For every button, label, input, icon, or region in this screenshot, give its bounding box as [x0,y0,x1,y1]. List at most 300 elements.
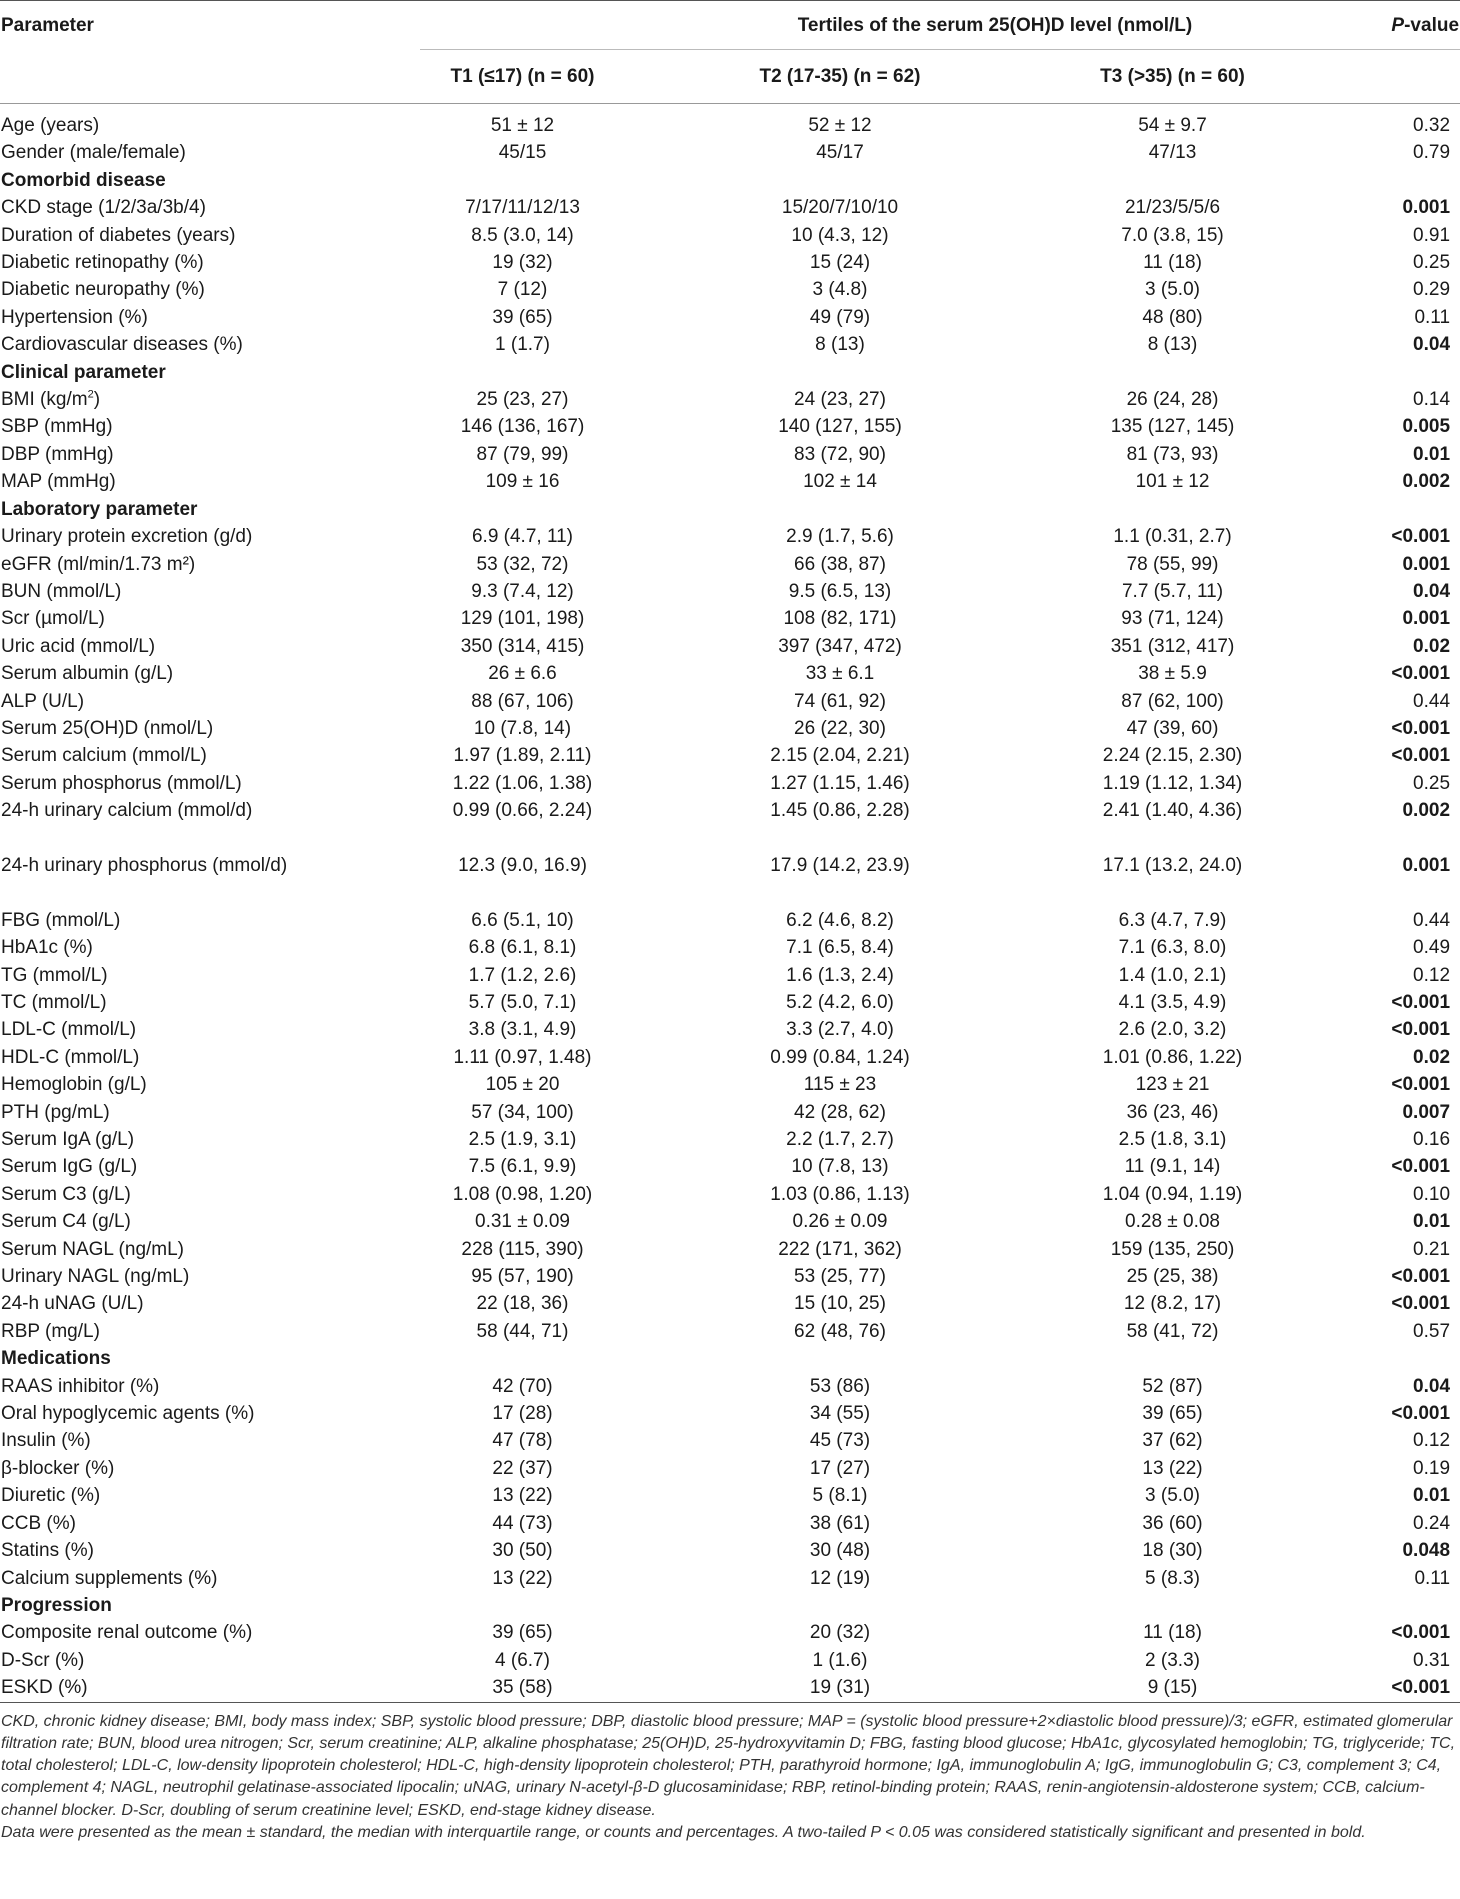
cell-t1: 6.9 (4.7, 11) [471,526,574,548]
cell-t3: 36 (23, 46) [1126,1101,1219,1123]
table-row [0,1427,1460,1454]
cell-pvalue: <0.001 [1391,1622,1451,1644]
cell-pvalue: 0.21 [1413,1238,1451,1260]
cell-t2: 30 (48) [809,1540,871,1562]
cell-t1: 129 (101, 198) [460,608,585,630]
table-row [0,1318,1460,1345]
cell-t2: 53 (86) [809,1375,871,1397]
cell-t1: 7 (12) [497,279,548,301]
cell-t2: 33 ± 6.1 [805,663,875,685]
cell-pvalue: <0.001 [1391,745,1451,767]
row-label: RBP (mg/L) [1,1320,100,1342]
group-header-text: Tertiles of the serum 25(OH)D level (nmol/L) [420,1,1460,50]
cell-t3: 1.1 (0.31, 2.7) [1113,526,1232,548]
spacer-cell [380,104,665,113]
empty-cell [1015,1345,1330,1372]
row-label: Calcium supplements (%) [1,1567,218,1589]
cell-t1: 19 (32) [492,252,553,274]
parameter-header: Parameter [0,1,380,51]
table-row [0,112,1460,139]
spacer-row [0,104,1460,113]
cell-t3: 7.0 (3.8, 15) [1121,224,1224,246]
row-label: Hypertension (%) [1,306,148,328]
table-row [0,1373,1460,1400]
empty-cell [380,167,665,194]
pvalue-header-suffix: -value [1404,15,1460,36]
table-row [0,742,1460,769]
cell-t2: 20 (32) [809,1622,871,1644]
cell-t3: 58 (41, 72) [1126,1320,1219,1342]
row-label: Insulin (%) [1,1430,91,1452]
table-row [0,907,1460,934]
cell-t3: 101 ± 12 [1135,471,1210,493]
cell-t3: 21/23/5/5/6 [1124,197,1221,219]
empty-cell [665,1592,1015,1619]
cell-t1: 2.5 (1.9, 3.1) [468,1129,577,1150]
cell-pvalue: 0.007 [1402,1101,1451,1123]
table-row [0,1071,1460,1098]
cell-t1: 146 (136, 167) [460,416,585,438]
cell-pvalue: 0.10 [1413,1183,1451,1205]
table-row [0,770,1460,797]
cell-pvalue: 0.001 [1402,608,1451,630]
row-label: Serum 25(OH)D (nmol/L) [1,717,214,739]
cell-t2: 45 (73) [809,1430,871,1452]
cell-t1: 0.99 (0.66, 2.24) [452,800,593,822]
cell-t1: 45/15 [498,142,547,164]
pvalue-header-italic: P [1391,15,1405,36]
cell-t1: 58 (44, 71) [476,1320,569,1342]
cell-t2: 108 (82, 171) [783,608,897,630]
cell-t2: 12 (19) [809,1567,871,1589]
cell-pvalue: 0.11 [1414,1567,1451,1589]
section-row [0,1592,1460,1619]
cell-pvalue: <0.001 [1391,1293,1451,1315]
table-row [0,1044,1460,1071]
cell-t3: 2.41 (1.40, 4.36) [1102,800,1243,822]
cell-t3: 37 (62) [1142,1430,1203,1452]
table-row [0,1619,1460,1646]
header-row-top [0,1,1460,51]
cell-t1: 13 (22) [492,1485,553,1507]
cell-t1: 51 ± 12 [490,115,555,136]
table-row [0,222,1460,249]
cell-t2: 2.9 (1.7, 5.6) [786,526,894,548]
cell-t2: 49 (79) [809,306,871,328]
row-label: Composite renal outcome (%) [1,1622,253,1644]
cell-t2: 102 ± 14 [803,471,877,493]
cell-t2: 53 (25, 77) [794,1266,886,1288]
section-row [0,167,1460,194]
row-label: RAAS inhibitor (%) [1,1375,160,1397]
row-label: MAP (mmHg) [1,471,116,493]
cell-t3: 0.28 ± 0.08 [1125,1211,1220,1233]
cell-t3: 18 (30) [1142,1540,1203,1562]
header-empty [0,50,380,104]
cell-t2: 52 ± 12 [808,115,872,136]
cell-t2: 66 (38, 87) [794,553,886,575]
cell-pvalue: <0.001 [1330,1674,1460,1702]
section-label: Clinical parameter [1,361,166,383]
cell-t2: 10 (4.3, 12) [791,224,889,246]
cell-t2: 83 (72, 90) [794,443,886,465]
cell-pvalue: 0.16 [1413,1129,1451,1150]
spacer-cell [1015,104,1330,113]
row-label: Serum C3 (g/L) [1,1183,131,1205]
table-row [0,688,1460,715]
cell-t2: 2.15 (2.04, 2.21) [770,745,910,767]
table-row [0,1290,1460,1317]
cell-pvalue: 0.12 [1413,964,1451,986]
table-row [0,852,1460,907]
cell-t1: 7.5 (6.1, 9.9) [468,1156,577,1178]
row-label: HDL-C (mmol/L) [1,1046,140,1068]
cell-t3: 6.3 (4.7, 7.9) [1118,909,1227,931]
cell-t1: 4 (6.7) [495,1649,550,1671]
row-label: Serum IgG (g/L) [1,1156,138,1178]
table-row [0,962,1460,989]
footnote [0,1703,1459,1845]
footnote-abbreviations: CKD, chronic kidney disease; BMI, body mass index; SBP, systolic blood pressure; DBP, diastolic blood pressure; MAP = (systolic blood pressure+2×diastolic blood pressure)/3; eGFR, estimated glomerular filtration rate; BUN, blood urea nitrogen; Scr, serum creatinine; ALP, alkaline phosphatase; 25(OH)D, 25-hydroxyvitamin D; FBG, fasting blood glucose; HbA1c, glycosylated hemoglobin; TG, triglyceride; TC, total cholesterol; LDL-C, low-density lipoprotein cholesterol; HDL-C, high-density lipoprotein cholesterol; PTH, parathyroid hormone; IgA, immunoglobulin A; IgG, immunoglobulin G; C3, complement 3; C4, complement 4; NAGL, neutrophil gelatinase-associated lipocalin; uNAG, urinary N-acetyl-β-D glucosaminidase; RBP, retinol-binding protein; RAAS, renin-angiotensin-aldosterone system; CCB, calcium-channel blocker. D-Scr, doubling of serum creatinine level; ESKD, end-stage kidney disease. [1,1712,1456,1819]
header-empty-pv [1330,50,1460,104]
cell-t2: 1.6 (1.3, 2.4) [786,964,894,986]
row-label: Oral hypoglycemic agents (%) [1,1403,255,1425]
cell-t1: 109 ± 16 [485,471,560,493]
row-label: Serum calcium (mmol/L) [1,745,207,767]
cell-t3: 1.4 (1.0, 2.1) [1118,964,1227,986]
cell-t3: 1.19 (1.12, 1.34) [1102,772,1243,794]
table-row [0,551,1460,578]
cell-pvalue: 0.79 [1413,142,1451,164]
cell-t2: 26 (22, 30) [794,717,886,739]
spacer-cell [1330,104,1460,113]
cell-t2: 397 (347, 472) [778,635,902,657]
cell-pvalue: <0.001 [1391,1403,1451,1425]
table-row [0,194,1460,221]
empty-cell [380,359,665,386]
cell-t2: 15 (10, 25) [794,1293,886,1315]
empty-cell [1330,1592,1460,1619]
cell-t1: 1.22 (1.06, 1.38) [452,772,593,794]
pvalue-header [1330,1,1460,51]
cell-t1: 35 (58) [380,1674,665,1702]
table-row [0,660,1460,687]
cell-t3: 159 (135, 250) [1110,1238,1235,1260]
section-row [0,496,1460,523]
cell-t1: 1 (1.7) [495,334,550,356]
cell-t1: 22 (18, 36) [476,1293,569,1315]
table-row [0,1263,1460,1290]
cell-t3: 26 (24, 28) [1126,389,1219,411]
cell-pvalue: 0.002 [1402,471,1451,493]
cell-t3: 87 (62, 100) [1121,690,1224,712]
cell-t3: 11 (18) [1143,1622,1202,1644]
cell-pvalue: 0.001 [1402,197,1451,219]
row-label: Age (years) [1,115,100,136]
table-row [0,1482,1460,1509]
cell-t1: 53 (32, 72) [476,553,569,575]
cell-t1: 26 ± 6.6 [488,663,557,685]
cell-t3: 48 (80) [1142,306,1203,328]
row-label: 24-h urinary calcium (mmol/d) [1,800,253,822]
table-row [0,441,1460,468]
cell-pvalue: 0.04 [1413,334,1451,356]
cell-pvalue: 0.04 [1413,580,1451,602]
cell-t3: 2.6 (2.0, 3.2) [1118,1019,1227,1041]
row-label: Diabetic neuropathy (%) [1,279,205,301]
cell-t3: 5 (8.3) [1145,1567,1200,1589]
cell-t1: 17 (28) [492,1403,553,1425]
cell-pvalue: 0.57 [1413,1320,1451,1342]
footnote-note: Data were presented as the mean ± standard, the median with interquartile range, or counts and percentages. A two-tailed P < 0.05 was considered statistically significant and presented in bold. [1,1824,1366,1842]
empty-cell [1330,359,1460,386]
cell-t1: 57 (34, 100) [471,1101,574,1123]
cell-t1: 1.08 (0.98, 1.20) [452,1183,593,1205]
cell-t2: 42 (28, 62) [794,1101,886,1123]
cell-pvalue: 0.44 [1413,690,1451,712]
empty-cell [1015,167,1330,194]
section-label: Medications [1,1348,111,1370]
section-row [0,1345,1460,1372]
empty-cell [665,359,1015,386]
row-label-text: BMI (kg/m [1,389,88,411]
table-row [0,468,1460,495]
cell-t1: 1.7 (1.2, 2.6) [468,964,577,986]
cell-t1: 6.6 (5.1, 10) [471,909,574,931]
row-label: Serum NAGL (ng/mL) [1,1238,185,1260]
cell-t2: 34 (55) [809,1403,871,1425]
cell-t1: 1.11 (0.97, 1.48) [453,1046,592,1068]
spacer-cell [0,104,380,113]
column-header-t2: T2 (17-35) (n = 62) [665,50,1015,104]
cell-t1: 3.8 (3.1, 4.9) [468,1019,577,1041]
cell-pvalue: 0.005 [1402,416,1451,438]
cell-t1: 10 (7.8, 14) [473,717,572,739]
cell-pvalue: 0.02 [1413,1046,1451,1068]
cell-pvalue: 0.01 [1413,1485,1451,1507]
cell-t1: 13 (22) [492,1567,553,1589]
row-label: Uric acid (mmol/L) [1,635,156,657]
cell-t3: 1.04 (0.94, 1.19) [1102,1183,1243,1205]
table-row [0,1099,1460,1126]
cell-t3: 3 (5.0) [1145,279,1200,301]
empty-cell [665,496,1015,523]
table-row [0,523,1460,550]
row-label: Serum albumin (g/L) [1,663,174,685]
table-row [0,1565,1460,1592]
cell-t2: 17 (27) [809,1457,871,1479]
cell-t2: 3 (4.8) [812,279,868,301]
row-label: ALP (U/L) [1,690,85,712]
cell-t3: 36 (60) [1142,1512,1203,1534]
table-row [0,249,1460,276]
cell-t1: 105 ± 20 [485,1074,560,1096]
cell-pvalue: 0.25 [1413,252,1451,274]
table-row [0,715,1460,742]
empty-cell [380,1345,665,1372]
row-label: BUN (mmol/L) [1,580,122,602]
cell-pvalue: 0.01 [1413,1211,1451,1233]
cell-pvalue: 0.24 [1413,1512,1451,1534]
column-header-t3: T3 (>35) (n = 60) [1015,50,1330,104]
empty-cell [665,167,1015,194]
cell-t2: 0.99 (0.84, 1.24) [770,1046,910,1068]
cell-pvalue: 0.25 [1413,772,1451,794]
cell-t3: 2.24 (2.15, 2.30) [1102,745,1243,767]
empty-cell [1330,1345,1460,1372]
table-row [0,1647,1460,1674]
cell-pvalue: 0.29 [1413,279,1451,301]
empty-cell [1330,496,1460,523]
cell-pvalue: 0.19 [1413,1457,1451,1479]
cell-t3: 11 (9.1, 14) [1124,1156,1221,1178]
cell-t3: 47/13 [1148,142,1197,164]
table-row [0,386,1460,413]
row-label: Serum phosphorus (mmol/L) [1,772,242,794]
table-row [0,1537,1460,1564]
cell-t3: 123 ± 21 [1135,1074,1210,1096]
cell-t3: 17.1 (13.2, 24.0) [1102,854,1243,876]
row-label: Urinary protein excretion (g/d) [1,526,253,548]
row-label: D-Scr (%) [1,1649,85,1671]
cell-t1: 22 (37) [492,1457,553,1479]
row-label: β-blocker (%) [1,1457,115,1479]
cell-t2: 10 (7.8, 13) [791,1156,889,1178]
cell-pvalue: <0.001 [1391,1266,1451,1288]
table-row [0,304,1460,331]
table-row [0,989,1460,1016]
row-label: DBP (mmHg) [1,443,114,465]
cell-t2: 7.1 (6.5, 8.4) [786,937,894,959]
cell-t3: 7.1 (6.3, 8.0) [1118,937,1227,959]
row-label: HbA1c (%) [1,937,93,959]
cell-t3: 11 (18) [1143,252,1202,274]
section-label: Laboratory parameter [1,498,198,520]
row-label: SBP (mmHg) [1,416,113,438]
cell-t2: 140 (127, 155) [778,416,902,438]
cell-t3: 3 (5.0) [1145,1485,1200,1507]
table-row [0,797,1460,852]
table-row [0,1455,1460,1482]
cell-t3: 81 (73, 93) [1126,443,1219,465]
cell-pvalue: <0.001 [1391,1074,1451,1096]
row-label: CKD stage (1/2/3a/3b/4) [1,197,206,219]
row-label: FBG (mmol/L) [1,909,121,931]
cell-pvalue: 0.44 [1413,909,1451,931]
cell-t1: 228 (115, 390) [461,1238,584,1260]
cell-pvalue: 0.14 [1413,389,1451,411]
cell-t2: 1.27 (1.15, 1.46) [770,772,910,794]
cell-t3: 78 (55, 99) [1126,553,1219,575]
row-label-text-after: ) [93,389,101,411]
cell-t3: 54 ± 9.7 [1138,115,1207,136]
table-row [0,1510,1460,1537]
cell-t1: 87 (79, 99) [476,443,569,465]
cell-t1: 1.97 (1.89, 2.11) [453,745,592,767]
table-row [0,413,1460,440]
cell-t2: 3.3 (2.7, 4.0) [786,1019,894,1041]
column-header-t1: T1 (≤17) (n = 60) [380,50,665,104]
empty-cell [665,1345,1015,1372]
cell-t1: 39 (65) [492,1622,553,1644]
cell-t1: 25 (23, 27) [476,389,569,411]
cell-t3: 7.7 (5.7, 11) [1121,580,1224,602]
cell-pvalue: <0.001 [1391,663,1451,685]
cell-pvalue: 0.001 [1402,553,1451,575]
cell-t2: 222 (171, 362) [778,1238,902,1260]
cell-t3: 1.01 (0.86, 1.22) [1102,1046,1243,1068]
row-label: Scr (µmol/L) [1,608,105,630]
cell-t2: 5.2 (4.2, 6.0) [786,991,894,1013]
cell-pvalue: <0.001 [1391,526,1451,548]
table-row [0,1153,1460,1180]
cell-pvalue: 0.02 [1413,635,1451,657]
row-label: Duration of diabetes (years) [1,224,236,246]
cell-t1: 39 (65) [492,306,553,328]
row-label: Cardiovascular diseases (%) [1,334,243,356]
row-label: Serum IgA (g/L) [1,1129,135,1150]
cell-t1: 88 (67, 106) [471,690,574,712]
cell-t2: 8 (13) [815,334,865,356]
table-row [0,1674,1460,1702]
table-row [0,139,1460,166]
cell-pvalue: 0.048 [1402,1540,1451,1562]
cell-t2: 0.26 ± 0.09 [792,1211,888,1233]
cell-t3: 4.1 (3.5, 4.9) [1118,991,1227,1013]
table-row [0,934,1460,961]
cell-t3: 2 (3.3) [1145,1649,1200,1671]
table-row [0,1236,1460,1263]
table-row [0,578,1460,605]
cell-t2: 15/20/7/10/10 [781,197,899,219]
table-row [0,276,1460,303]
table-row [0,633,1460,660]
section-row [0,359,1460,386]
row-label: LDL-C (mmol/L) [1,1019,137,1041]
row-label: Statins (%) [1,1540,94,1562]
row-label: 24-h urinary phosphorus (mmol/d) [1,854,288,876]
group-header [380,1,1330,51]
cell-t2: 19 (31) [665,1674,1015,1702]
empty-cell [1330,167,1460,194]
row-label: PTH (pg/mL) [1,1101,110,1123]
cell-t3: 52 (87) [1142,1375,1203,1397]
cell-t2: 38 (61) [809,1512,871,1534]
row-label: Urinary NAGL (ng/mL) [1,1266,190,1288]
cell-t3: 9 (15) [1015,1674,1330,1702]
table-row [0,331,1460,358]
row-label: eGFR (ml/min/1.73 m²) [1,553,196,575]
cell-t2: 74 (61, 92) [794,690,886,712]
row-label: TC (mmol/L) [1,991,107,1013]
cell-t2: 24 (23, 27) [794,389,886,411]
cell-t1: 44 (73) [492,1512,553,1534]
row-label: CCB (%) [1,1512,76,1534]
cell-t3: 8 (13) [1147,334,1198,356]
cell-t2: 45/17 [816,142,864,164]
cell-pvalue: 0.04 [1413,1375,1451,1397]
row-label: 24-h uNAG (U/L) [1,1293,144,1315]
row-label: Hemoglobin (g/L) [1,1074,147,1096]
cell-pvalue: 0.32 [1413,115,1451,136]
empty-cell [1015,1592,1330,1619]
row-label: ESKD (%) [0,1674,380,1702]
cell-t3: 93 (71, 124) [1121,608,1224,630]
cell-t2: 62 (48, 76) [794,1320,886,1342]
cell-t2: 1.03 (0.86, 1.13) [770,1183,910,1205]
cell-pvalue: 0.001 [1402,854,1451,876]
cell-pvalue: 0.49 [1413,937,1451,959]
